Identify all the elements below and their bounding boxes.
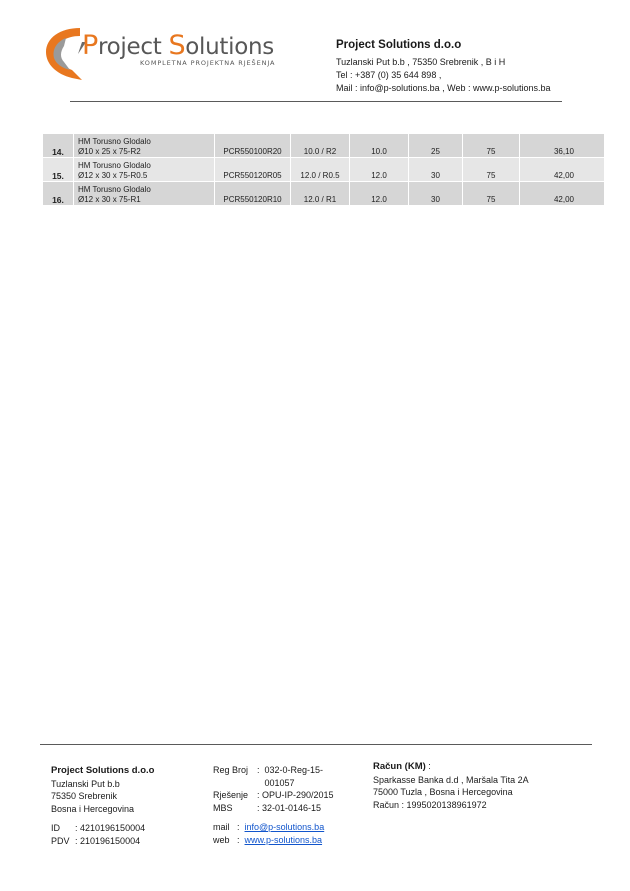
rjesenje-label: Rješenje — [213, 790, 249, 800]
company-name: Project Solutions d.o.o — [336, 39, 462, 51]
table-row — [43, 134, 605, 158]
item-dimension: 10.0 / R2 — [291, 134, 350, 158]
company-phone: Tel : +387 (0) 35 644 898 , — [336, 70, 442, 80]
item-code: PCR550100R20 — [215, 134, 291, 158]
footer-company — [51, 764, 154, 847]
item-price: 42,00 — [520, 182, 605, 206]
item-dimension: 12.0 / R1 — [291, 182, 350, 206]
item-number: 14. — [43, 134, 74, 158]
item-description: HM Torusno Glodalo Ø10 x 25 x 75-R2 — [74, 134, 215, 158]
item-price: 42,00 — [520, 158, 605, 182]
item-diameter: 12.0 — [350, 182, 409, 206]
item-number: 15. — [43, 158, 74, 182]
bank-city: 75000 Tuzla , Bosna i Hercegovina — [373, 787, 513, 797]
mbs-value: 32-01-0146-15 — [262, 802, 322, 813]
company-header-info — [336, 38, 551, 95]
id-label: ID — [51, 823, 60, 833]
item-description: HM Torusno Glodalo Ø12 x 30 x 75-R0.5 — [74, 158, 215, 182]
bank-title: Račun (KM) — [373, 761, 426, 772]
mail-link[interactable]: info@p-solutions.ba — [244, 822, 325, 832]
company-address: Tuzlanski Put b.b , 75350 Srebrenik , B i H — [336, 57, 506, 67]
footer-registration: Reg Broj : 032-0-Reg-15- 001057 Rješenje : OPU-IP-290/2015 MBS : 32-01-0146-15 mail : info@p-solutions.ba web : www.p-solutions.ba — [213, 765, 334, 845]
footer-company-name: Project Solutions d.o.o — [51, 765, 155, 776]
footer-bank: Račun (KM) : Sparkasse Banka d.d , Maršala Tita 2A 75000 Tuzla , Bosna i Hercegovina Račun : 1995020138961972 — [373, 761, 529, 810]
footer-divider — [40, 744, 592, 745]
price-list-table — [42, 133, 605, 206]
item-cut-length: 30 — [409, 182, 463, 206]
footer-city: 75350 Srebrenik — [51, 791, 118, 801]
pdv-value: 210196150004 — [80, 835, 141, 846]
table-row — [43, 182, 605, 206]
rjesenje-value: OPU-IP-290/2015 — [262, 790, 334, 800]
web-link[interactable]: www.p-solutions.ba — [244, 834, 323, 845]
item-total-length: 75 — [463, 182, 520, 206]
header-divider — [70, 101, 562, 102]
mbs-label: MBS — [213, 802, 233, 813]
footer-country: Bosna i Hercegovina — [51, 803, 135, 814]
item-diameter: 12.0 — [350, 158, 409, 182]
item-code: PCR550120R10 — [215, 182, 291, 206]
item-cut-length: 30 — [409, 158, 463, 182]
mail-label: mail — [213, 822, 230, 832]
item-cut-length: 25 — [409, 134, 463, 158]
bank-account: Račun : 1995020138961972 — [373, 799, 487, 810]
footer-ids: ID : 4210196150004 PDV : 210196150004 — [51, 823, 146, 846]
reg-value-cont: 001057 — [264, 777, 295, 788]
item-total-length: 75 — [463, 158, 520, 182]
item-diameter: 10.0 — [350, 134, 409, 158]
item-code: PCR550120R05 — [215, 158, 291, 182]
item-number: 16. — [43, 182, 74, 206]
id-value: 4210196150004 — [80, 823, 146, 833]
reg-value: 032-0-Reg-15- — [264, 765, 324, 775]
company-contact: Mail : info@p-solutions.ba , Web : www.p-solutions.ba — [336, 83, 551, 93]
item-price: 36,10 — [520, 134, 605, 158]
company-logo — [42, 24, 276, 82]
bank-name: Sparkasse Banka d.d , Maršala Tita 2A — [373, 774, 529, 785]
logo-wordmark: Project Solutions — [82, 30, 274, 61]
item-description: HM Torusno Glodalo Ø12 x 30 x 75-R1 — [74, 182, 215, 206]
table-row — [43, 158, 605, 182]
item-total-length: 75 — [463, 134, 520, 158]
footer-street: Tuzlanski Put b.b — [51, 778, 120, 789]
reg-label: Reg Broj — [213, 765, 249, 775]
pdv-label: PDV — [51, 835, 70, 846]
logo-tagline: KOMPLETNA PROJEKTNA RJEŠENJA — [140, 59, 276, 67]
web-label: web — [213, 834, 230, 845]
item-dimension: 12.0 / R0.5 — [291, 158, 350, 182]
